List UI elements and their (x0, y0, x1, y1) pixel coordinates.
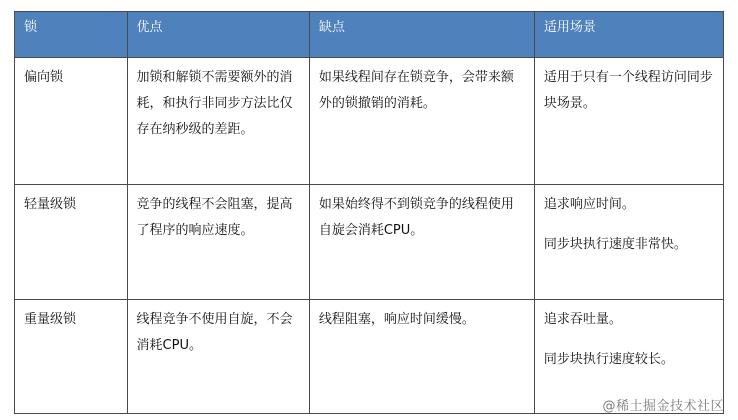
lock-type-cell (15, 58, 128, 185)
cons-cell (309, 300, 534, 414)
lock-type: 重量级锁 (24, 312, 77, 327)
pros-cell (127, 58, 309, 185)
header-lock: 锁 (15, 12, 128, 58)
header-row (15, 12, 724, 58)
cons-text: 如果始终得不到锁竞争的线程使用自旋会消耗CPU。 (318, 197, 514, 238)
pros-text: 加锁和解锁不需要额外的消耗，和执行非同步方法比仅存在纳秒级的差距。 (136, 70, 293, 137)
table-body (15, 58, 724, 414)
cons-cell (309, 185, 534, 300)
header-cons: 缺点 (309, 12, 534, 58)
lock-type: 偏向锁 (24, 70, 64, 85)
table-row (15, 185, 724, 300)
lock-comparison-table (14, 11, 724, 414)
header-pros: 优点 (127, 12, 309, 58)
lock-type-cell (15, 185, 128, 300)
usage-cell (534, 185, 723, 300)
table-row (15, 58, 724, 185)
pros-text: 线程竞争不使用自旋，不会消耗CPU。 (136, 312, 293, 353)
pros-cell (127, 300, 309, 414)
cons-text: 如果线程间存在锁竞争，会带来额外的锁撤销的消耗。 (318, 70, 514, 111)
table-header (15, 12, 724, 58)
lock-type: 轻量级锁 (24, 197, 77, 212)
cons-cell (309, 58, 534, 185)
lock-type-cell (15, 300, 128, 414)
usage-text: 同步块执行速度非常快。 (543, 237, 687, 252)
watermark: @稀土掘金技术社区 (602, 399, 724, 414)
header-usage: 适用场景 (534, 12, 723, 58)
usage-text: 追求响应时间。 (543, 197, 635, 212)
pros-text: 竞争的线程不会阻塞，提高了程序的响应速度。 (136, 197, 293, 238)
pros-cell (127, 185, 309, 300)
usage-cell (534, 58, 723, 185)
usage-text: 追求吞吐量。 (543, 312, 622, 327)
cons-text: 线程阻塞，响应时间缓慢。 (318, 312, 475, 327)
usage-text: 同步块执行速度较长。 (543, 352, 674, 367)
usage-text: 适用于只有一个线程访问同步块场景。 (543, 70, 713, 111)
